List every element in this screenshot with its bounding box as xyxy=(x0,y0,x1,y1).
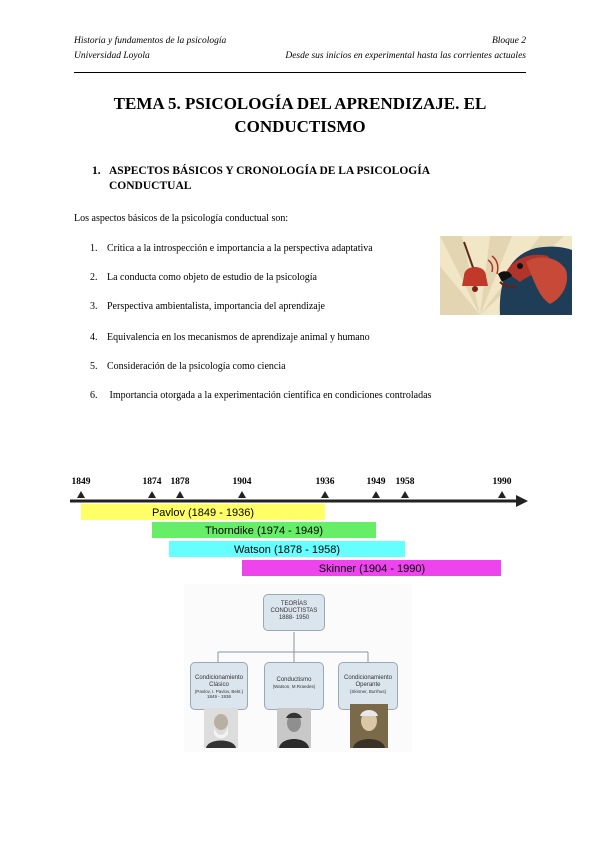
header-block: Bloque 2 xyxy=(491,36,526,46)
list-item xyxy=(90,301,325,312)
list-text: La conducta como objeto de estudio de la psicología xyxy=(107,272,317,283)
year-1949: 1949 xyxy=(366,477,386,487)
root-node xyxy=(263,594,325,631)
behaviorism-timeline xyxy=(62,468,542,582)
page-title xyxy=(60,92,540,138)
node-classical-conditioning xyxy=(190,662,248,710)
node-operant-line-2: Operante xyxy=(355,682,381,688)
year-1958: 1958 xyxy=(395,477,415,487)
section-title-line-2: CONDUCTUAL xyxy=(109,180,192,192)
list-number: 6. xyxy=(90,390,98,401)
list-item xyxy=(90,332,370,343)
list-number: 1. xyxy=(90,243,98,254)
year-1849: 1849 xyxy=(71,477,91,487)
node-classical-line-1: Condicionamiento xyxy=(194,675,244,681)
list-number: 2. xyxy=(90,272,98,283)
bar-watson-label: Watson (1878 - 1958) xyxy=(234,544,340,556)
tick-1878 xyxy=(176,491,184,498)
behaviorist-theories-diagram xyxy=(184,584,412,752)
timeline-arrowhead xyxy=(516,495,528,507)
section-title xyxy=(109,164,439,194)
tick-1849 xyxy=(77,491,85,498)
list-number: 5. xyxy=(90,361,98,372)
node-operant-sub: (Skinner, Burrhus) xyxy=(349,689,387,694)
bar-skinner-label: Skinner (1904 - 1990) xyxy=(318,563,426,575)
list-text: Crítica a la introspección e importancia a la perspectiva adaptativa xyxy=(107,243,373,254)
node-behaviorism-line-1: Conductismo xyxy=(276,677,312,683)
header-course: Historia y fundamentos de la psicología xyxy=(74,36,227,46)
node-operant-conditioning xyxy=(338,662,398,710)
list-item xyxy=(90,272,317,283)
node-behaviorism xyxy=(264,662,324,710)
intro-text: Los aspectos básicos de la psicología conductual son: xyxy=(74,213,289,224)
watson-portrait xyxy=(277,708,311,748)
tick-1874 xyxy=(148,491,156,498)
year-1874: 1874 xyxy=(142,477,162,487)
node-operant-line-1: Condicionamiento xyxy=(343,675,393,681)
year-1990: 1990 xyxy=(492,477,512,487)
year-1936: 1936 xyxy=(315,477,335,487)
header-divider xyxy=(74,72,526,73)
tick-1904 xyxy=(238,491,246,498)
pavlov-dog-bell-image xyxy=(440,236,572,315)
tick-1958 xyxy=(401,491,409,498)
bar-thorndike-label: Thorndike (1974 - 1949) xyxy=(204,525,324,537)
header-block-subtitle: Desde sus inicios en experimental hasta las corrientes actuales xyxy=(285,51,526,61)
list-item xyxy=(90,390,431,401)
node-classical-line-2: Clásico xyxy=(209,682,229,688)
root-line-1: TEORÍAS xyxy=(280,601,308,607)
skinner-portrait xyxy=(350,704,388,748)
tick-1949 xyxy=(372,491,380,498)
list-text: Perspectiva ambientalista, importancia del aprendizaje xyxy=(107,301,325,312)
list-text: Consideración de la psicología como ciencia xyxy=(107,361,286,372)
root-years: 1888- 1950 xyxy=(278,615,310,621)
list-text: Importancia otorgada a la experimentación científica en condiciones controladas xyxy=(107,390,432,401)
list-item xyxy=(90,361,286,372)
list-number: 3. xyxy=(90,301,98,312)
year-1878: 1878 xyxy=(170,477,190,487)
bar-pavlov-label: Pavlov (1849 - 1936) xyxy=(151,507,255,519)
node-behaviorism-sub: (Watson, M.Rraedes) xyxy=(272,684,316,689)
header-university: Universidad Loyola xyxy=(74,51,150,61)
node-classical-sub: (Pavlov, I. Pavlov, Bekt.) 1849 - 1936 xyxy=(194,689,244,699)
root-line-2: CONDUCTISTAS xyxy=(270,608,318,614)
tick-1936 xyxy=(321,491,329,498)
title-line-2: CONDUCTISMO xyxy=(234,117,366,136)
list-number: 4. xyxy=(90,332,98,343)
year-1904: 1904 xyxy=(232,477,252,487)
section-number: 1. xyxy=(92,165,101,177)
list-text: Equivalencia en los mecanismos de aprendizaje animal y humano xyxy=(107,332,370,343)
section-title-line-1: ASPECTOS BÁSICOS Y CRONOLOGÍA DE LA PSICOLOGÍA xyxy=(109,165,431,177)
title-line-1: TEMA 5. PSICOLOGÍA DEL APRENDIZAJE. EL xyxy=(113,94,487,113)
pavlov-portrait xyxy=(204,708,238,748)
tick-1990 xyxy=(498,491,506,498)
list-item xyxy=(90,243,373,254)
